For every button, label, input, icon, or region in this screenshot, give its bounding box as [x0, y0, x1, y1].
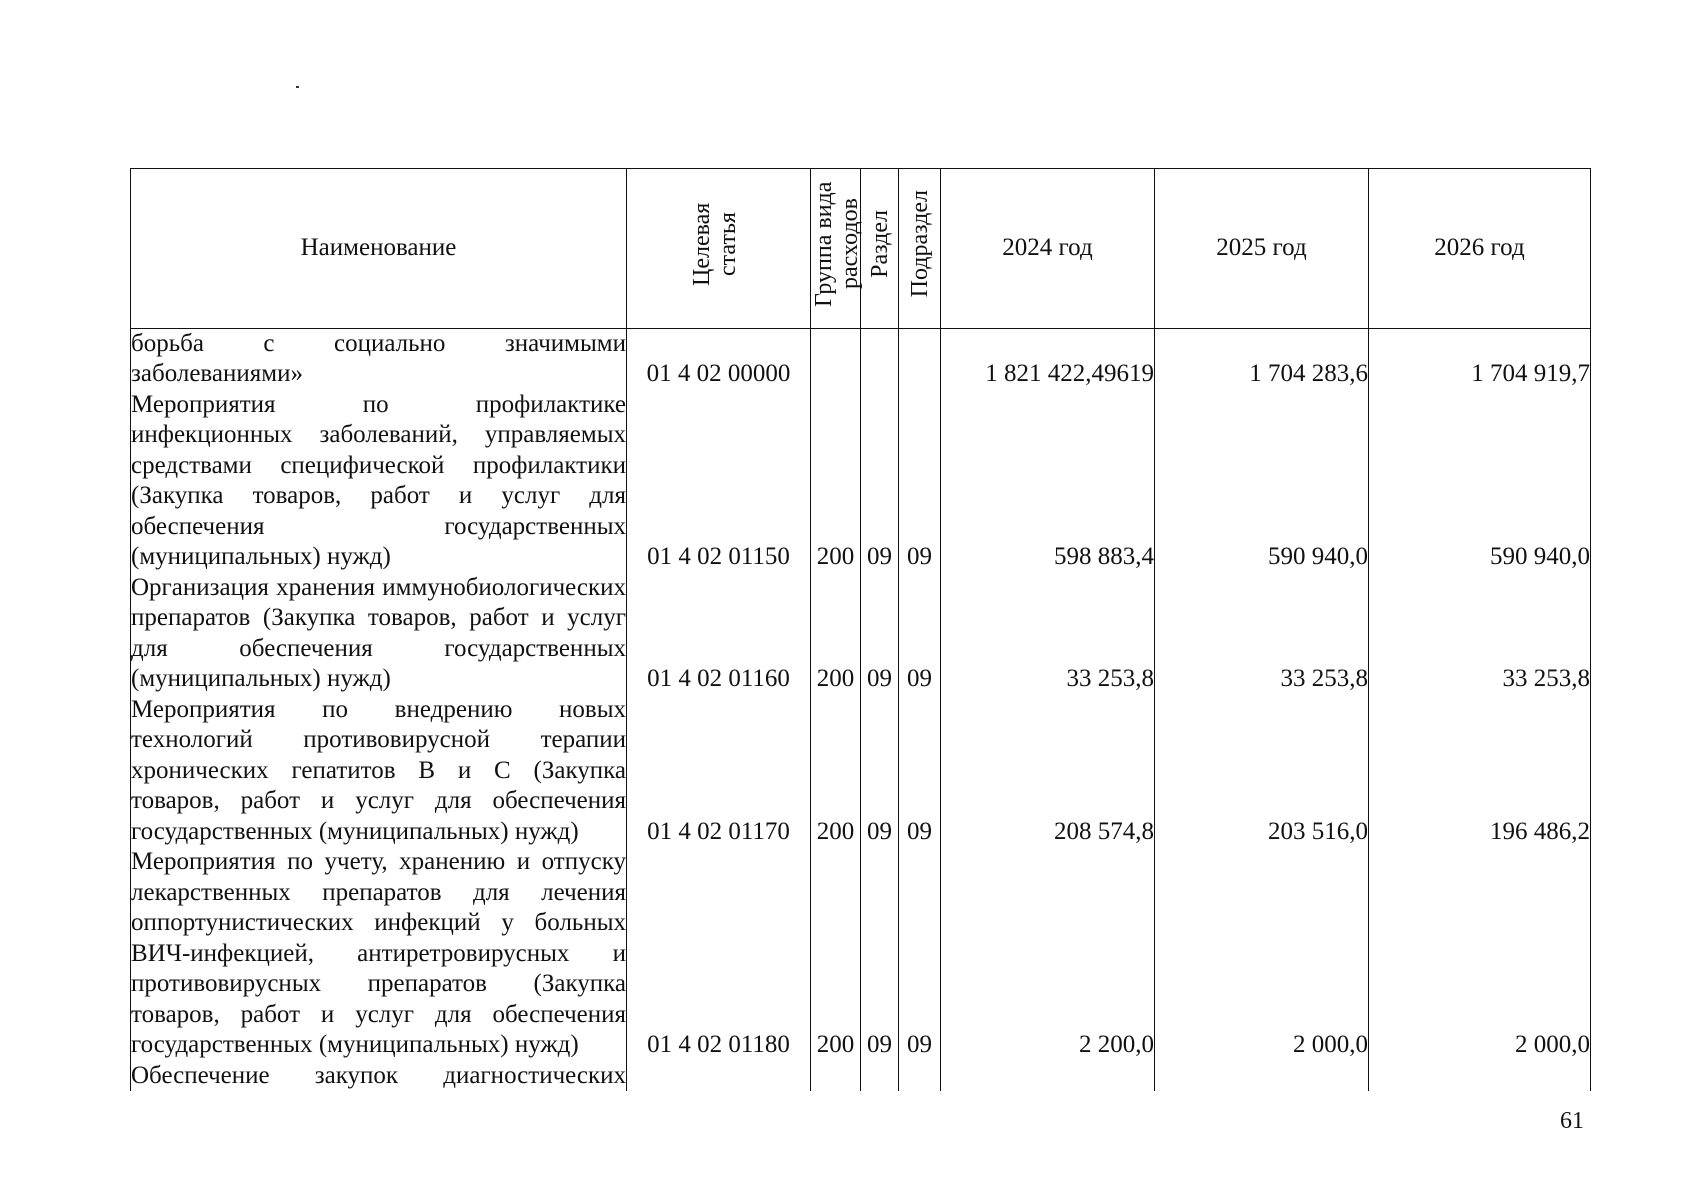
row-group	[811, 328, 861, 390]
row-code: 01 4 02 00000	[627, 328, 811, 390]
table-row	[131, 695, 1591, 848]
row-section: 09	[861, 847, 899, 1061]
row-2026	[1369, 1061, 1591, 1092]
header-2024: 2024 год	[941, 169, 1155, 329]
row-2025: 203 516,0	[1155, 695, 1369, 848]
table-header-row	[131, 169, 1591, 329]
row-2026: 1 704 919,7	[1369, 328, 1591, 390]
header-2026: 2026 год	[1369, 169, 1591, 329]
row-group: 200	[811, 390, 861, 573]
row-2025: 2 000,0	[1155, 847, 1369, 1061]
budget-table	[130, 168, 1591, 1091]
row-2024: 1 821 422,49619	[941, 328, 1155, 390]
row-code: 01 4 02 01170	[627, 695, 811, 848]
row-subsection: 09	[899, 695, 941, 848]
row-2024: 2 200,0	[941, 847, 1155, 1061]
row-2026: 2 000,0	[1369, 847, 1591, 1061]
header-group: Группа вида расходов	[811, 169, 861, 329]
header-subsection: Подраздел	[899, 169, 941, 329]
row-2025: 1 704 283,6	[1155, 328, 1369, 390]
page-number: 61	[1560, 1108, 1584, 1134]
row-code: 01 4 02 01180	[627, 847, 811, 1061]
row-2024	[941, 1061, 1155, 1092]
table-row	[131, 1061, 1591, 1092]
row-subsection	[899, 328, 941, 390]
table-row	[131, 390, 1591, 573]
row-2026: 33 253,8	[1369, 573, 1591, 695]
row-2026: 590 940,0	[1369, 390, 1591, 573]
row-name: Обеспечение закупок диагностических	[131, 1061, 627, 1092]
row-group: 200	[811, 695, 861, 848]
row-name: Мероприятия по учету, хранению и отпуску лекарственных препаратов для лечения оппортунистических инфекций у больных ВИЧ-инфекцией, антиретровирусных и противовирусных препаратов (Закупка товаров, работ и услуг для обеспечения государственных (муниципальных) нужд)	[131, 847, 627, 1061]
row-group: 200	[811, 847, 861, 1061]
row-name: Организация хранения иммунобиологических препаратов (Закупка товаров, работ и услуг для обеспечения государственных (муниципальных) нужд)	[131, 573, 627, 695]
table-row	[131, 328, 1591, 390]
row-subsection: 09	[899, 573, 941, 695]
row-code	[627, 1061, 811, 1092]
row-code: 01 4 02 01150	[627, 390, 811, 573]
row-2025	[1155, 1061, 1369, 1092]
row-subsection	[899, 1061, 941, 1092]
row-2024: 598 883,4	[941, 390, 1155, 573]
row-2025: 590 940,0	[1155, 390, 1369, 573]
row-code: 01 4 02 01160	[627, 573, 811, 695]
row-2026: 196 486,2	[1369, 695, 1591, 848]
row-name: Мероприятия по внедрению новых технологий противовирусной терапии хронических гепатитов В и С (Закупка товаров, работ и услуг для обеспечения государственных (муниципальных) нужд)	[131, 695, 627, 848]
header-code: Целевая статья	[627, 169, 811, 329]
table-row	[131, 847, 1591, 1061]
row-2024: 33 253,8	[941, 573, 1155, 695]
header-section: Раздел	[861, 169, 899, 329]
row-subsection: 09	[899, 847, 941, 1061]
row-name: борьба с социально значимыми заболеваниями»	[131, 328, 627, 390]
row-2024: 208 574,8	[941, 695, 1155, 848]
row-section: 09	[861, 695, 899, 848]
row-section	[861, 1061, 899, 1092]
header-2025: 2025 год	[1155, 169, 1369, 329]
row-2025: 33 253,8	[1155, 573, 1369, 695]
header-name: Наименование	[131, 169, 627, 329]
row-subsection: 09	[899, 390, 941, 573]
table-row	[131, 573, 1591, 695]
row-group	[811, 1061, 861, 1092]
row-name: Мероприятия по профилактике инфекционных заболеваний, управляемых средствами специфической профилактики (Закупка товаров, работ и услуг для обеспечения государственных (муниципальных) нужд)	[131, 390, 627, 573]
row-group: 200	[811, 573, 861, 695]
row-section: 09	[861, 573, 899, 695]
row-section: 09	[861, 390, 899, 573]
row-section	[861, 328, 899, 390]
scan-speck	[296, 86, 299, 88]
